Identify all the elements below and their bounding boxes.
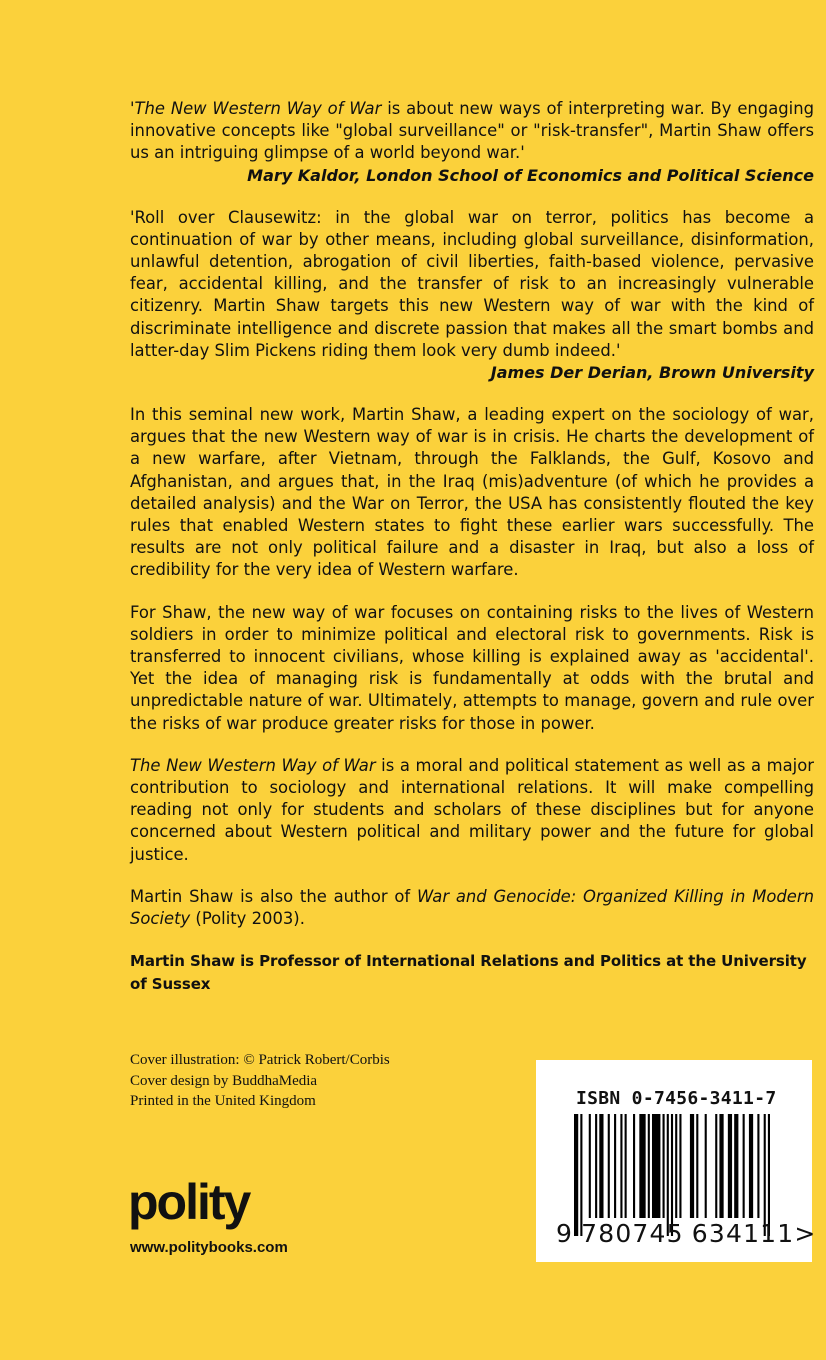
barcode-bar-23 [728,1114,732,1218]
barcode-bar-9 [633,1114,635,1218]
back-cover-text [130,98,814,995]
barcode-bar-2 [589,1114,591,1218]
barcode-bar-25 [743,1114,745,1218]
review-1-text: is about new ways of interpreting war. By engaging innovative concepts like "global surveillance" or "risk-transfer", Martin Shaw offers us an intriguing glimpse of a world beyond war.' [130,99,814,163]
barcode-icon [574,1114,770,1236]
barcode-bar-6 [614,1114,616,1218]
barcode-bar-22 [719,1114,723,1218]
review-quote-1 [130,98,814,165]
description-paragraph-3-text: is a moral and political statement as well as a major contribution to sociology and international relations. It will make compelling reading not only for students and scholars of these disciplines but for anyone concerned about Western political and military power and the future for global justice. [130,755,814,864]
barcode-bar-7 [620,1114,622,1218]
barcode-right-digits: 634111 [691,1219,795,1248]
other-works-paragraph [130,886,814,930]
barcode-bar-10 [639,1114,645,1218]
barcode-arrow: > [794,1219,817,1248]
review-1-attribution: Mary Kaldor, London School of Economics and Political Science [247,165,814,185]
isbn-label: ISBN 0-7456-3411-7 [576,1088,777,1109]
description-paragraph-1: In this seminal new work, Martin Shaw, a leading expert on the sociology of war, argues that the new Western way of war is in crisis. He charts the development of a new warfare, after Vietnam, through the Falklands, the Gulf, Kosovo and Afghanistan, and argues that, in the Iraq (mis)adventure (of which he provides a detailed analysis) and the War on Terror, the USA has consistently flouted the key rules that enabled Western states to fight these earlier wars successfully. The results are not only political failure and a disaster in Iraq, but also a loss of credibility for the very idea of Western warfare. [130,405,814,580]
barcode-bar-17 [679,1114,681,1218]
barcode-bar-13 [663,1114,665,1218]
barcode-bar-29 [768,1114,770,1236]
barcode-bar-4 [599,1114,603,1218]
cover-design-credit: Cover design by BuddhaMedia [130,1072,318,1089]
barcode-bar-16 [675,1114,677,1218]
barcode-bar-20 [705,1114,707,1218]
barcode-bar-12 [652,1114,660,1218]
barcode-bar-28 [764,1114,766,1236]
cover-illustration-credit: Cover illustration: © Patrick Robert/Corbis [130,1052,390,1068]
barcode-bar-8 [625,1114,627,1218]
barcode-bar-27 [757,1114,759,1218]
other-works-pre: Martin Shaw is also the author of [130,886,417,906]
publisher-logo: polity [128,1174,250,1230]
other-works-post: (Polity 2003). [190,909,305,929]
barcode-bar-15 [671,1114,673,1236]
barcode-digits [556,1219,817,1248]
description-paragraph-2: For Shaw, the new way of war focuses on containing risks to the lives of Western soldiers in order to minimize political and electoral risk to governments. Risk is transferred to innocent civilians, whose killing is explained away as 'accidental'. Yet the idea of managing risk is fundamentally at odds with the brutal and unpredictable nature of war. Ultimately, attempts to manage, govern and rule over the risks of war produce greater risks for those in power. [130,602,814,733]
publisher-website: www.politybooks.com [130,1239,288,1256]
barcode-lead-digit: 9 [556,1219,574,1248]
review-quote-2: 'Roll over Clausewitz: in the global war on terror, politics has become a continuation of war by other means, including global surveillance, disinformation, unlawful detention, abrogation of civil liberties, faith-based violence, pervasive fear, accidental killing, and the transfer of risk to an increasingly vulnerable citizenry. Martin Shaw targets this new Western way of war with the kind of discriminate intelligence and discrete passion that makes all the smart bombs and latter-day Slim Pickens riding them look very dumb indeed.' [130,207,814,360]
cover-credits [130,1050,390,1112]
barcode-bar-5 [608,1114,610,1218]
author-bio: Martin Shaw is Professor of International Relations and Politics at the University of Sussex [130,952,807,993]
book-title-inline: The New Western Way of War [130,755,376,775]
barcode-bar-1 [580,1114,582,1236]
barcode-bar-0 [574,1114,578,1236]
barcode-bar-19 [696,1114,698,1218]
review-2-attribution: James Der Derian, Brown University [490,363,814,383]
barcode-bar-3 [595,1114,597,1218]
description-paragraph-3 [130,755,814,866]
printed-location: Printed in the United Kingdom [130,1093,316,1109]
barcode-left-digits: 780745 [581,1219,684,1248]
review-1-book-title: 'The New Western Way of War [130,99,382,118]
barcode-bar-24 [734,1114,738,1218]
barcode-bar-11 [648,1114,650,1218]
barcode-bar-21 [715,1114,717,1218]
barcode-bar-18 [690,1114,694,1218]
other-work-title: War and Genocide: Organized Killing in Modern Society [130,886,814,929]
barcode-bar-14 [667,1114,669,1236]
barcode-bar-26 [749,1114,753,1218]
